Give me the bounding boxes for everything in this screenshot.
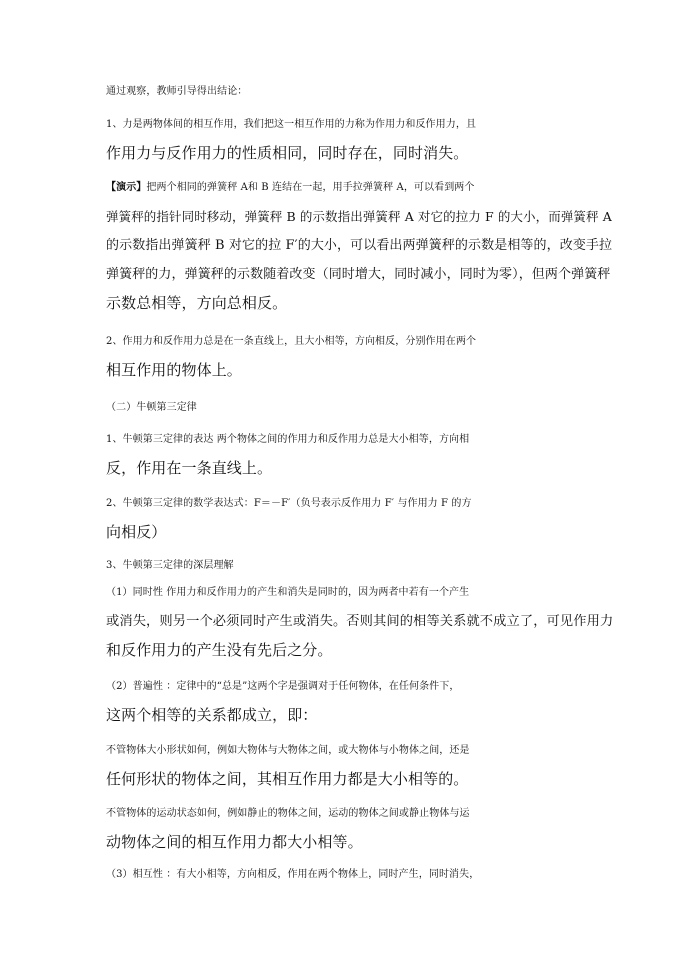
text-line: 1、牛顿第三定律的表达 两个物体之间的作用力和反作用力总是大小相等，方向相 (106, 434, 470, 445)
section-heading-newton-third-law (76, 393, 616, 422)
text-line: 的示数指出弹簧秤 B 对它的拉 F′的大小，可以看出两弹簧秤的示数是相等的，改变手拉 (106, 238, 613, 253)
text-line: 相互作用的物体上。 (106, 361, 242, 379)
paragraph-point-1 (76, 110, 616, 168)
text-line: 弹簧秤的指针同时移动，弹簧秤 B 的示数指出弹簧秤 A 对它的拉力 F 的大小，而弹簧秤 A (106, 209, 612, 224)
text-line: 3、牛顿第三定律的深层理解 (106, 560, 234, 571)
text-line: 2、牛顿第三定律的数学表达式：F＝－F′（负号表示反作用力 F′ 与作用力 F 的方 (106, 498, 472, 509)
text-line: 通过观察，教师引导得出结论： (106, 86, 248, 97)
text-line: 示数总相等，方向总相反。 (106, 294, 288, 312)
paragraph-universality (76, 672, 616, 730)
text-line: （二）牛顿第三定律 (106, 402, 197, 413)
paragraph-simultaneity (76, 578, 616, 665)
text-line: 和反作用力的产生没有先后之分。 (106, 641, 333, 659)
text-line: （1）同时性 作用力和反作用力的产生和消失是同时的，因为两者中若有一个产生 (106, 587, 470, 598)
demo-text: 把两个相同的弹簧秤 A和 B 连结在一起，用手拉弹簧秤 A，可以看到两个 (146, 182, 475, 193)
text-line: 弹簧秤的力，弹簧秤的示数随着改变（同时增大，同时减小，同时为零），但两个弹簧秤 (106, 267, 611, 282)
text-line: 任何形状的物体之间，其相互作用力都是大小相等的。 (106, 770, 469, 788)
text-line: 或消失，则另一个必须同时产生或消失。否则其间的相等关系就不成立了，可见作用力 (106, 614, 614, 629)
paragraph-size-shape (76, 736, 616, 794)
paragraph-reciprocity (76, 860, 616, 889)
paragraph-point-2 (76, 327, 616, 385)
text-line: 1、力是两物体间的相互作用，我们把这一相互作用的力称为作用力和反作用力，且 (106, 119, 477, 130)
paragraph-law-statement (76, 425, 616, 483)
paragraph-demonstration (76, 173, 616, 318)
text-line: 反，作用在一条直线上。 (106, 459, 273, 477)
text-line: 2、作用力和反作用力总是在一条直线上，且大小相等，方向相反，分别作用在两个 (106, 336, 477, 347)
paragraph-motion-state (76, 799, 616, 857)
paragraph-conclusion-intro (76, 77, 616, 106)
text-line: 这两个相等的关系都成立，即： (106, 706, 318, 724)
paragraph-deep-understanding (76, 551, 616, 580)
paragraph-law-formula (76, 489, 616, 547)
text-line: 不管物体大小形状如何，例如大物体与大物体之间，或大物体与小物体之间，还是 (106, 745, 470, 756)
text-line: （2）普遍性 ：定律中的“总是”这两个字是强调对于任何物体，在任何条件下， (106, 681, 460, 692)
text-line: 动物体之间的相互作用力都大小相等。 (106, 833, 363, 851)
text-line: 作用力与反作用力的性质相同，同时存在，同时消失。 (106, 144, 469, 162)
demo-tag: 【演示】 (106, 182, 147, 193)
text-line: （3）相互性 ：有大小相等，方向相反，作用在两个物体上，同时产生，同时消失， (106, 869, 480, 880)
text-line (76, 173, 616, 202)
text-line: 向相反） (106, 523, 167, 541)
text-line: 不管物体的运动状态如何，例如静止的物体之间，运动的物体之间或静止物体与运 (106, 808, 470, 819)
